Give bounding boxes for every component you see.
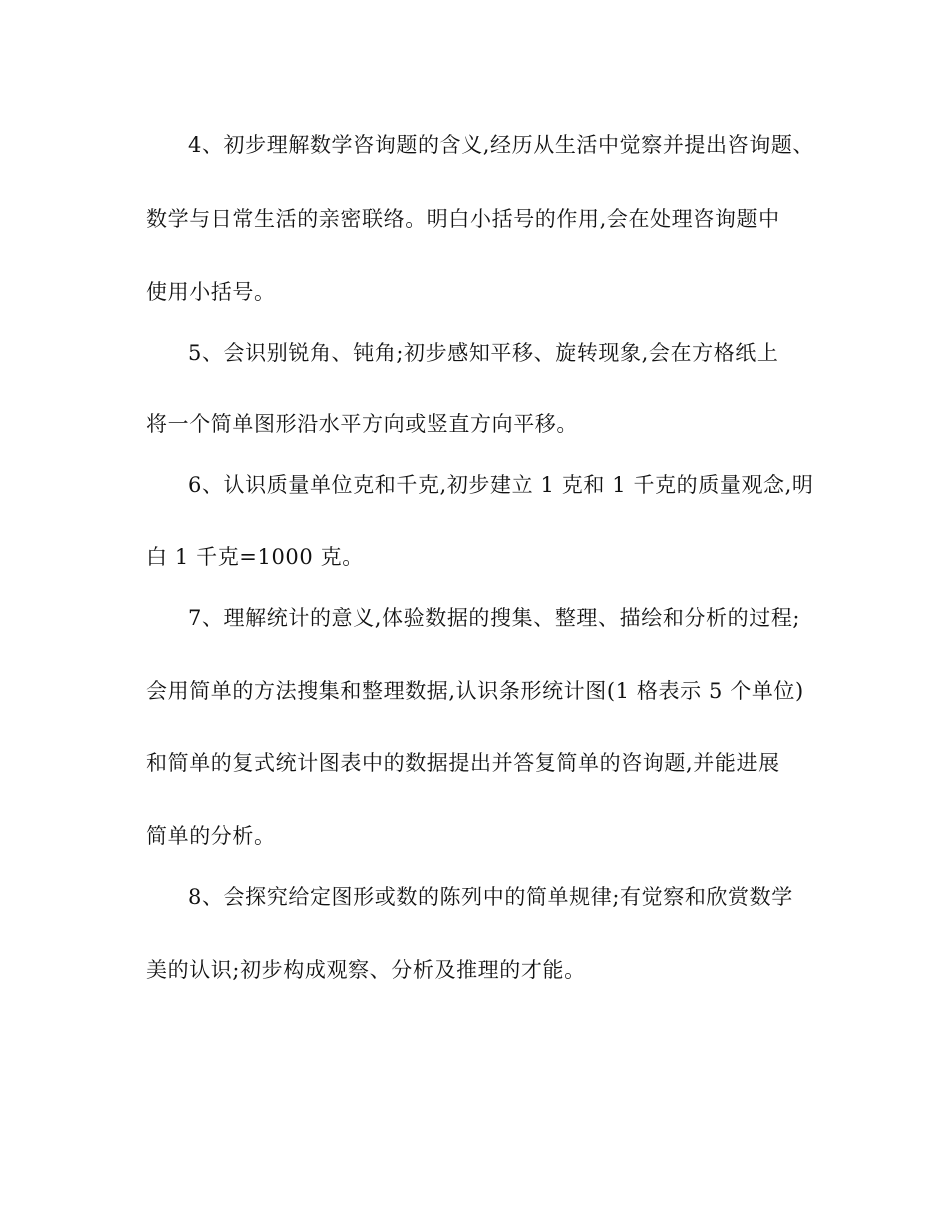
paragraph-4-line-3: 使用小括号。 [146,280,276,304]
paragraph-7-line-2: 会用简单的方法搜集和整理数据,认识条形统计图(1 格表示 5 个单位) [146,679,804,703]
paragraph-7-line-3: 和简单的复式统计图表中的数据提出并答复简单的咨询题,并能进展 [146,751,780,775]
paragraph-4-line-1: 4、初步理解数学咨询题的含义,经历从生活中觉察并提出咨询题、 [188,133,815,157]
paragraph-5-line-1: 5、会识别锐角、钝角;初步感知平移、旋转现象,会在方格纸上 [188,341,779,365]
paragraph-8-line-2: 美的认识;初步构成观察、分析及推理的才能。 [146,958,586,982]
paragraph-7-line-1: 7、理解统计的意义,体验数据的搜集、整理、描绘和分析的过程; [188,606,801,630]
paragraph-6-line-1: 6、认识质量单位克和千克,初步建立 1 克和 1 千克的质量观念,明 [188,473,814,497]
paragraph-8-line-1: 8、会探究给定图形或数的陈列中的简单规律;有觉察和欣赏数学 [188,885,793,909]
paragraph-4-line-2: 数学与日常生活的亲密联络。明白小括号的作用,会在处理咨询题中 [146,207,780,231]
paragraph-6-line-2: 白 1 千克=1000 克。 [146,545,364,569]
paragraph-5-line-2: 将一个简单图形沿水平方向或竖直方向平移。 [146,412,578,436]
paragraph-7-line-4: 简单的分析。 [146,824,276,848]
